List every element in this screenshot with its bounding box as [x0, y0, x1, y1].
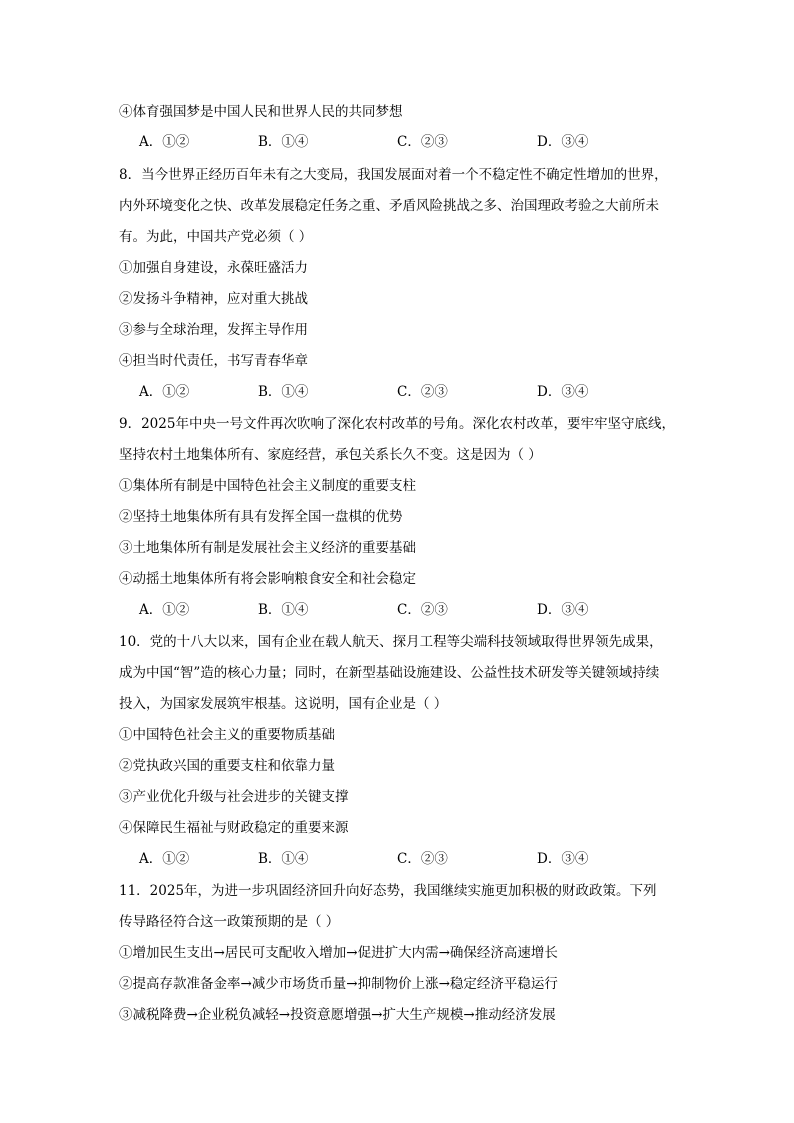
q8-stem-line-3: 有。为此，中国共产党必须（ ）: [119, 229, 313, 245]
q10-option-a[interactable]: A．①②: [139, 851, 190, 867]
q9-option-d[interactable]: D．③④: [537, 602, 589, 618]
q10-item-4: ④保障民生福祉与财政稳定的重要来源: [119, 820, 349, 836]
q10-stem-line-3: 投入，为国家发展筑牢根基。这说明，国有企业是（ ）: [119, 696, 448, 712]
q9-stem-line-2: 坚持农村土地集体所有、家庭经营，承包关系长久不变。这是因为（ ）: [119, 447, 542, 463]
q11-stem-line-2: 传导路径符合这一政策预期的是（ ）: [119, 914, 340, 930]
q8-options: [0, 382, 794, 402]
q10-stem-line-1: 10．党的十八大以来，国有企业在载人航天、探月工程等尖端科技领域取得世界领先成果，: [119, 634, 663, 650]
q9-stem-line-1: 9．2025年中央一号文件再次吹响了深化农村改革的号角。深化农村改革，要牢牢坚守底线，: [119, 416, 675, 432]
q9-item-4: ④动摇土地集体所有将会影响粮食安全和社会稳定: [119, 571, 416, 587]
q11-item-3: ③减税降费→企业税负减轻→投资意愿增强→扩大生产规模→推动经济发展: [119, 1007, 556, 1023]
q10-option-b[interactable]: B．①④: [258, 851, 309, 867]
q9-option-c[interactable]: C．②③: [397, 602, 448, 618]
q10-options: [0, 849, 794, 869]
q8-item-1: ①加强自身建设，永葆旺盛活力: [119, 260, 308, 276]
q9-option-a[interactable]: A．①②: [139, 602, 190, 618]
q10-stem-line-2: 成为中国“智”造的核心力量；同时，在新型基础设施建设、公益性技术研发等关键领域持续: [119, 665, 660, 681]
q7-options: [0, 132, 794, 152]
q8-stem-line-2: 内外环境变化之快、改革发展稳定任务之重、矛盾风险挑战之多、治国理政考验之大前所未: [119, 198, 659, 214]
q8-item-2: ②发扬斗争精神，应对重大挑战: [119, 291, 308, 307]
q7-option-a[interactable]: A．①②: [139, 134, 190, 150]
q8-option-a[interactable]: A．①②: [139, 384, 190, 400]
q10-option-c[interactable]: C．②③: [397, 851, 448, 867]
q8-stem-line-1: 8．当今世界正经历百年未有之大变局，我国发展面对着一个不稳定性不确定性增加的世界，: [119, 167, 668, 183]
q7-option-c[interactable]: C．②③: [397, 134, 448, 150]
q7-item-4: ④体育强国梦是中国人民和世界人民的共同梦想: [119, 104, 403, 120]
q7-option-d[interactable]: D．③④: [537, 134, 589, 150]
q11-item-2: ②提高存款准备金率→减少市场货币量→抑制物价上涨→稳定经济平稳运行: [119, 976, 558, 992]
q8-option-c[interactable]: C．②③: [397, 384, 448, 400]
q7-option-b[interactable]: B．①④: [258, 134, 309, 150]
q9-options: [0, 600, 794, 620]
q9-item-3: ③土地集体所有制是发展社会主义经济的重要基础: [119, 540, 416, 556]
q8-option-b[interactable]: B．①④: [258, 384, 309, 400]
q10-option-d[interactable]: D．③④: [537, 851, 589, 867]
q10-item-3: ③产业优化升级与社会进步的关键支撑: [119, 789, 349, 805]
q10-item-2: ②党执政兴国的重要支柱和依靠力量: [119, 758, 335, 774]
q9-option-b[interactable]: B．①④: [258, 602, 309, 618]
q11-stem-line-1: 11．2025年，为进一步巩固经济回升向好态势，我国继续实施更加积极的财政政策。下列: [119, 883, 657, 899]
q9-item-1: ①集体所有制是中国特色社会主义制度的重要支柱: [119, 478, 416, 494]
q8-option-d[interactable]: D．③④: [537, 384, 589, 400]
q11-item-1: ①增加民生支出→居民可支配收入增加→促进扩大内需→确保经济高速增长: [119, 945, 558, 961]
q8-item-3: ③参与全球治理，发挥主导作用: [119, 322, 308, 338]
q10-item-1: ①中国特色社会主义的重要物质基础: [119, 727, 335, 743]
q8-item-4: ④担当时代责任，书写青春华章: [119, 353, 308, 369]
q9-item-2: ②坚持土地集体所有具有发挥全国一盘棋的优势: [119, 509, 403, 525]
